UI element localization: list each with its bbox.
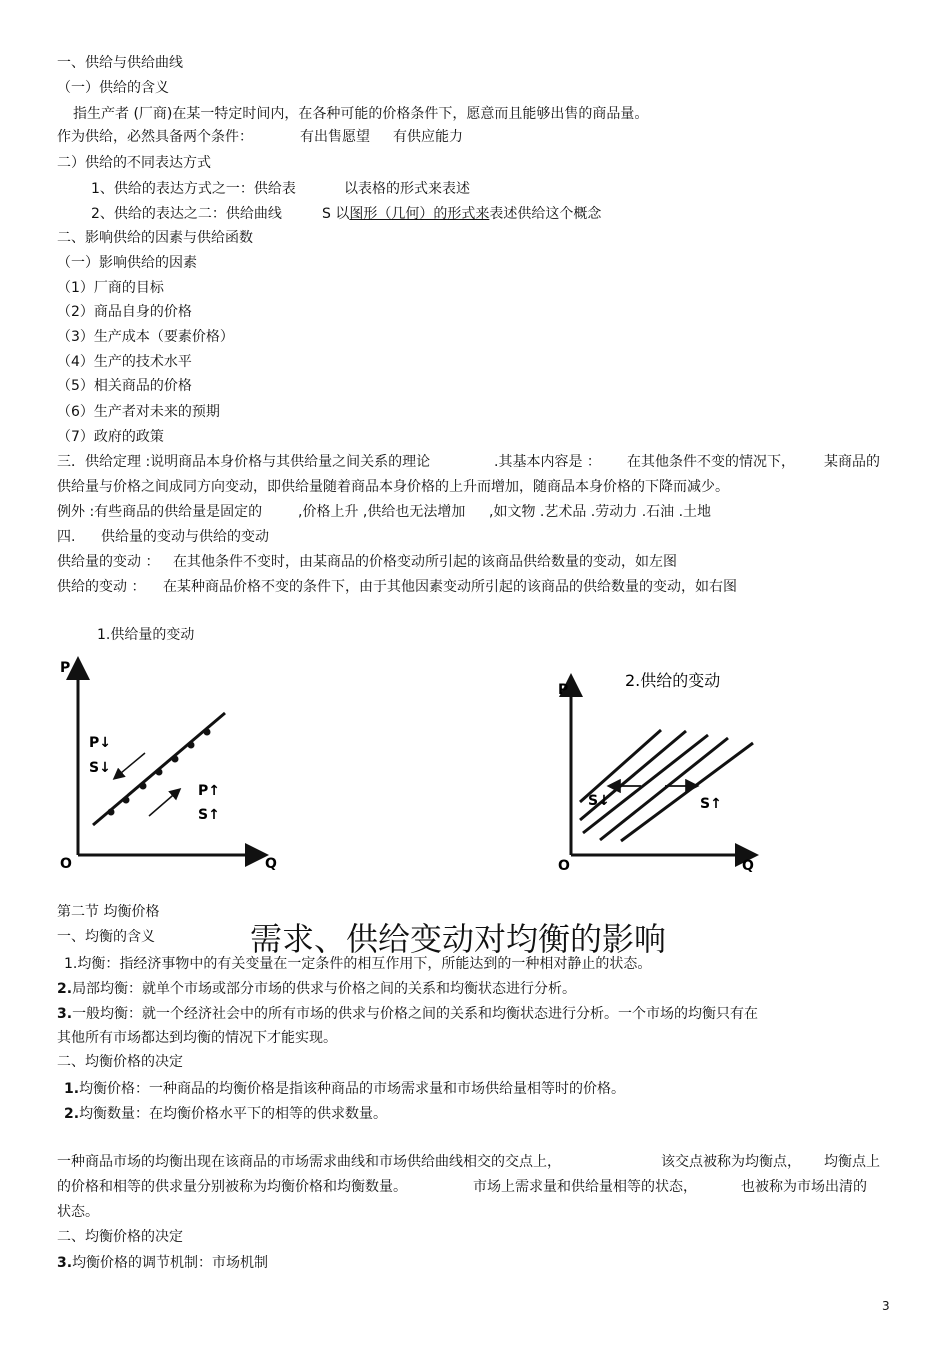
supply-law-text: 供给量与价格之间成同方向变动，即供给量随着商品本身价格的上升而增加，随商品本身价格的下降而减少。	[57, 479, 729, 495]
expression-2: 2、供给的表达之二：供给曲线	[91, 206, 282, 222]
supply-law-d: 某商品的	[824, 454, 880, 470]
chart1-title: 1.供给量的变动	[97, 627, 195, 643]
exception-c: ,如文物 .艺术品 .劳动力 .石油 .土地	[489, 504, 712, 520]
heading-four-num: 四.	[57, 529, 76, 545]
subheading-expressions: 二）供给的不同表达方式	[57, 155, 211, 171]
supply-change-text: 在某种商品价格不变的条件下，由于其他因素变动所引起的该商品的供给数量的变动，如右图	[163, 579, 737, 595]
market-equilibrium-b: 该交点被称为均衡点，	[661, 1154, 801, 1170]
overlay-title: 需求、供给变动对均衡的影响	[250, 920, 667, 958]
market-equilibrium-g: 状态。	[57, 1204, 99, 1220]
underlined-graph-text: 图形（几何）的形式来	[349, 206, 490, 222]
expression-1-desc: 以表格的形式来表述	[344, 181, 470, 197]
supply-law-c: 在其他条件不变的情况下，	[627, 454, 795, 470]
factor-item: （2）商品自身的价格	[57, 304, 192, 320]
equilibrium-price-def: 1.均衡价格：一种商品的均衡价格是指该种商品的市场需求量和市场供给量相等时的价格。	[64, 1081, 626, 1097]
exception-b: ,价格上升 ,供给也无法增加	[298, 504, 466, 520]
chart2-supply-curve	[621, 743, 753, 841]
chart1-annotation: P↑	[198, 783, 220, 799]
chart1-annotation: S↑	[198, 807, 220, 823]
chart1-svg	[55, 650, 295, 880]
subheading-factors: （一）影响供给的因素	[57, 255, 197, 271]
chart1-xlabel: Q	[265, 856, 277, 872]
chart2-annotation: S↑	[700, 796, 722, 812]
condition-able: 有供应能力	[393, 129, 463, 145]
supply-law-b: .其基本内容是 ：	[494, 454, 601, 470]
condition-willing: 有出售愿望	[300, 129, 370, 145]
market-equilibrium-c: 均衡点上	[824, 1154, 880, 1170]
heading-factors: 二、影响供给的因素与供给函数	[57, 230, 253, 246]
definition-text: 指生产者 (厂商)在某一特定时间内，在各种可能的价格条件下，愿意而且能够出售的商品量。	[73, 106, 649, 122]
factor-item: （7）政府的政策	[57, 429, 164, 445]
chart2-origin: O	[558, 858, 570, 874]
equilibrium-qty-def: 2.均衡数量：在均衡价格水平下的相等的供求数量。	[64, 1106, 388, 1122]
chart1-arrow-up	[149, 790, 179, 816]
conditions-label: 作为供给，必然具备两个条件：	[57, 129, 253, 145]
qty-change-text: 在其他条件不变时，由某商品的价格变动所引起的该商品供给数量的变动，如左图	[173, 554, 677, 570]
market-equilibrium-e: 市场上需求量和供给量相等的状态，	[473, 1179, 697, 1195]
chart2-svg	[553, 665, 773, 880]
heading-supply-curve: 一、供给与供给曲线	[57, 55, 183, 71]
market-equilibrium-a: 一种商品市场的均衡出现在该商品的市场需求曲线和市场供给曲线相交的交点上，	[57, 1154, 561, 1170]
general-equilibrium: 3.一般均衡：就一个经济社会中的所有市场的供求与价格之间的关系和均衡状态进行分析。一个市场的均衡只有在	[57, 1006, 759, 1022]
market-equilibrium-f: 也被称为市场出清的	[741, 1179, 867, 1195]
factor-item: （6）生产者对未来的预期	[57, 404, 220, 420]
chart2-title: 2.供给的变动	[625, 671, 721, 690]
heading-price-determination-2: 二、均衡价格的决定	[57, 1229, 183, 1245]
chart2-ylabel: P	[558, 682, 569, 698]
market-equilibrium-d: 的价格和相等的供求量分别被称为均衡价格和均衡数量。	[57, 1179, 407, 1195]
chart1-origin: O	[60, 856, 72, 872]
chart1-annotation: S↓	[89, 760, 111, 776]
equilibrium-def: 1.均衡：指经济事物中的有关变量在一定条件的相互作用下，所能达到的一种相对静止的状态。	[64, 956, 652, 972]
partial-equilibrium: 2.局部均衡：就单个市场或部分市场的供求与价格之间的关系和均衡状态进行分析。	[57, 981, 577, 997]
chart2-annotation: S↓	[588, 793, 610, 809]
expression-1: 1、供给的表达方式之一：供给表	[91, 181, 296, 197]
general-equilibrium-cont: 其他所有市场都达到均衡的情况下才能实现。	[57, 1030, 337, 1046]
supply-change-label: 供给的变动 ：	[57, 579, 146, 595]
chart1-ylabel: P	[60, 660, 71, 676]
adjustment-mechanism: 3.均衡价格的调节机制：市场机制	[57, 1255, 269, 1271]
exception-a: 例外 :有些商品的供给量是固定的	[57, 504, 263, 520]
expression-2-desc: S 以图形（几何）的形式来表述供给这个概念	[322, 206, 602, 222]
chart2-supply-curve	[580, 730, 661, 802]
factor-item: （3）生产成本（要素价格）	[57, 329, 234, 345]
section-two-title: 第二节 均衡价格	[57, 904, 160, 920]
page-number: 3	[882, 1299, 890, 1313]
chart1-arrow-down	[115, 753, 145, 778]
factor-item: （5）相关商品的价格	[57, 378, 192, 394]
heading-four: 供给量的变动与供给的变动	[101, 529, 269, 545]
heading-price-determination: 二、均衡价格的决定	[57, 1054, 183, 1070]
qty-change-label: 供给量的变动 ：	[57, 554, 160, 570]
factor-item: （4）生产的技术水平	[57, 354, 192, 370]
heading-equilibrium-meaning: 一、均衡的含义	[57, 929, 155, 945]
supply-law-a: 三．供给定理 :说明商品本身价格与其供给量之间关系的理论	[57, 454, 431, 470]
subheading-supply-meaning: （一）供给的含义	[57, 80, 169, 96]
chart1-annotation: P↓	[89, 735, 111, 751]
factor-item: （1）厂商的目标	[57, 280, 164, 296]
chart2-xlabel: Q	[742, 858, 754, 874]
